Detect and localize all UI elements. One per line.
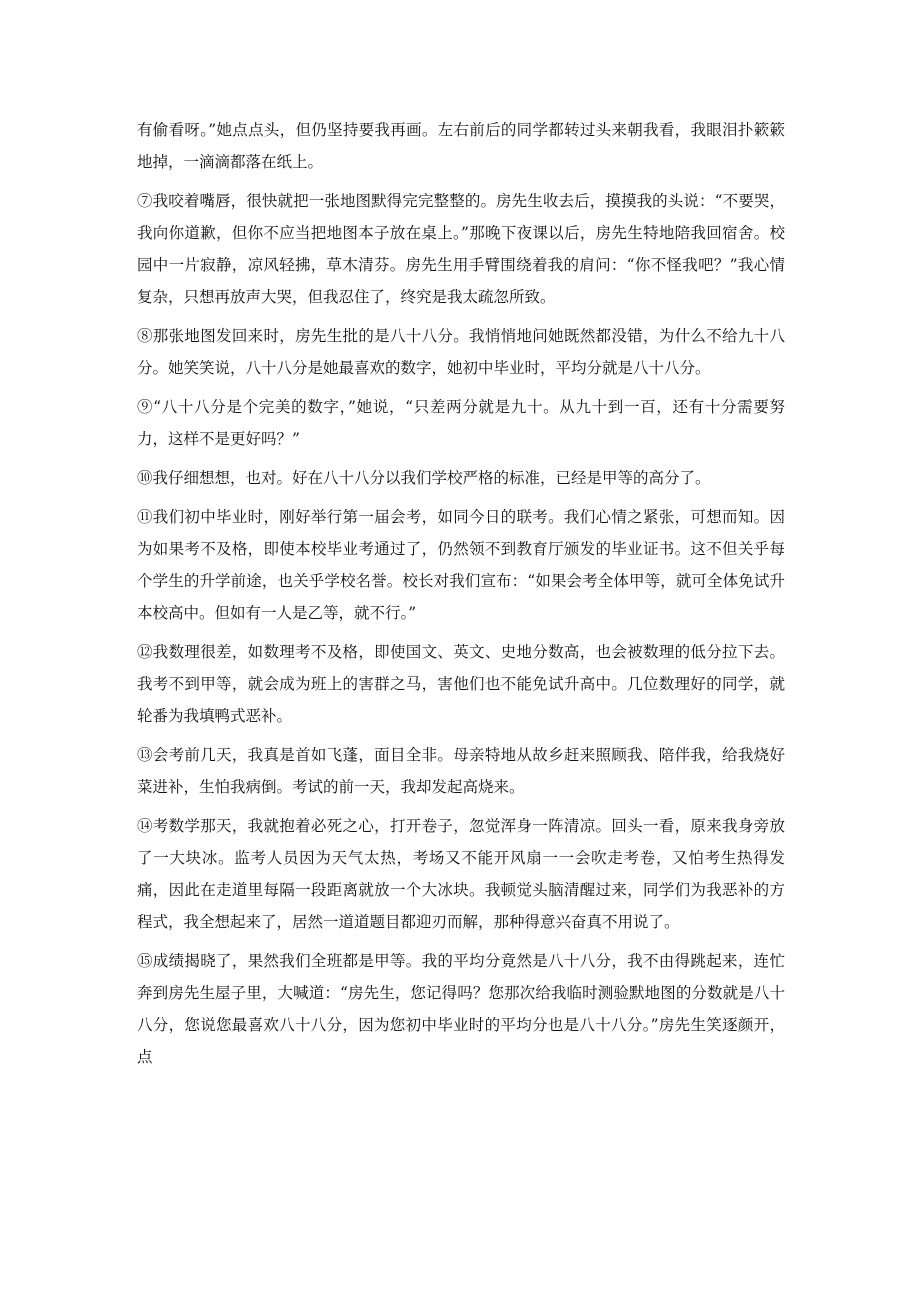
paragraph-7: ⑦我咬着嘴唇，很快就把一张地图默得完完整整的。房先生收去后，摸摸我的头说：“不要哭，我向你道歉，但你不应当把地图本子放在桌上。”那晚下夜课以后，房先生特地陪我回宿舍。校园中一片寂静，凉风轻拂，草木清芬。房先生用手臂围绕着我的肩问：“你不怪我吧？”我心情复杂，只想再放声大哭，但我忍住了，终究是我太疏忽所致。	[137, 192, 785, 306]
paragraph-12: ⑫我数理很差，如数理考不及格，即使国文、英文、史地分数高，也会被数理的低分拉下去。我考不到甲等，就会成为班上的害群之马，害他们也不能免试升高中。几位数理好的同学，就轮番为我填鸭式恶补。	[137, 643, 785, 725]
paragraph-9: ⑨“八十八分是个完美的数字，”她说，“只差两分就是九十。从九十到一百，还有十分需要努力，这样不是更好吗？”	[137, 398, 785, 448]
paragraph-14: ⑭考数学那天，我就抱着必死之心，打开卷子，忽觉浑身一阵清凉。回头一看，原来我身旁放了一大块冰。监考人员因为天气太热，考场又不能开风扇一一会吹走考卷，又怕考生热得发痛，因此在走道里每隔一段距离就放一个大冰块。我顿觉头脑清醒过来，同学们为我恶补的方程式，我全想起来了，居然一道道题目都迎刃而解，那种得意兴奋真不用说了。	[137, 817, 785, 931]
article-body	[137, 114, 785, 1080]
paragraph-15: ⑮成绩揭晓了，果然我们全班都是甲等。我的平均分竟然是八十八分，我不由得跳起来，连忙奔到房先生屋子里，大喊道：“房先生，您记得吗？您那次给我临时测验默地图的分数就是八十八分，您说您最喜欢八十八分，因为您初中毕业时的平均分也是八十八分。”房先生笑逐颜开，点	[137, 952, 785, 1066]
paragraph-11: ⑪我们初中毕业时，刚好举行第一届会考，如同今日的联考。我们心情之紧张，可想而知。因为如果考不及格，即使本校毕业考通过了，仍然领不到教育厅颁发的毕业证书。这不但关乎每个学生的升学前途，也关乎学校名誉。校长对我们宣布：“如果会考全体甲等，就可全体免试升本校高中。但如有一人是乙等，就不行。”	[137, 508, 785, 622]
paragraph-13: ⑬会考前几天，我真是首如飞蓬，面目全非。母亲特地从故乡赶来照顾我、陪伴我，给我烧好菜进补，生怕我病倒。考试的前一天，我却发起高烧来。	[137, 746, 785, 796]
paragraph-10: ⑩我仔细想想，也对。好在八十八分以我们学校严格的标准，已经是甲等的高分了。	[137, 469, 711, 487]
paragraph-continuation: 有偷看呀。”她点点头，但仍坚持要我再画。左右前后的同学都转过头来朝我看，我眼泪扑簌簌地掉，一滴滴都落在纸上。	[137, 121, 785, 171]
paragraph-8: ⑧那张地图发回来时，房先生批的是八十八分。我悄悄地问她既然都没错，为什么不给九十八分。她笑笑说，八十八分是她最喜欢的数字，她初中毕业时，平均分就是八十八分。	[137, 327, 785, 377]
